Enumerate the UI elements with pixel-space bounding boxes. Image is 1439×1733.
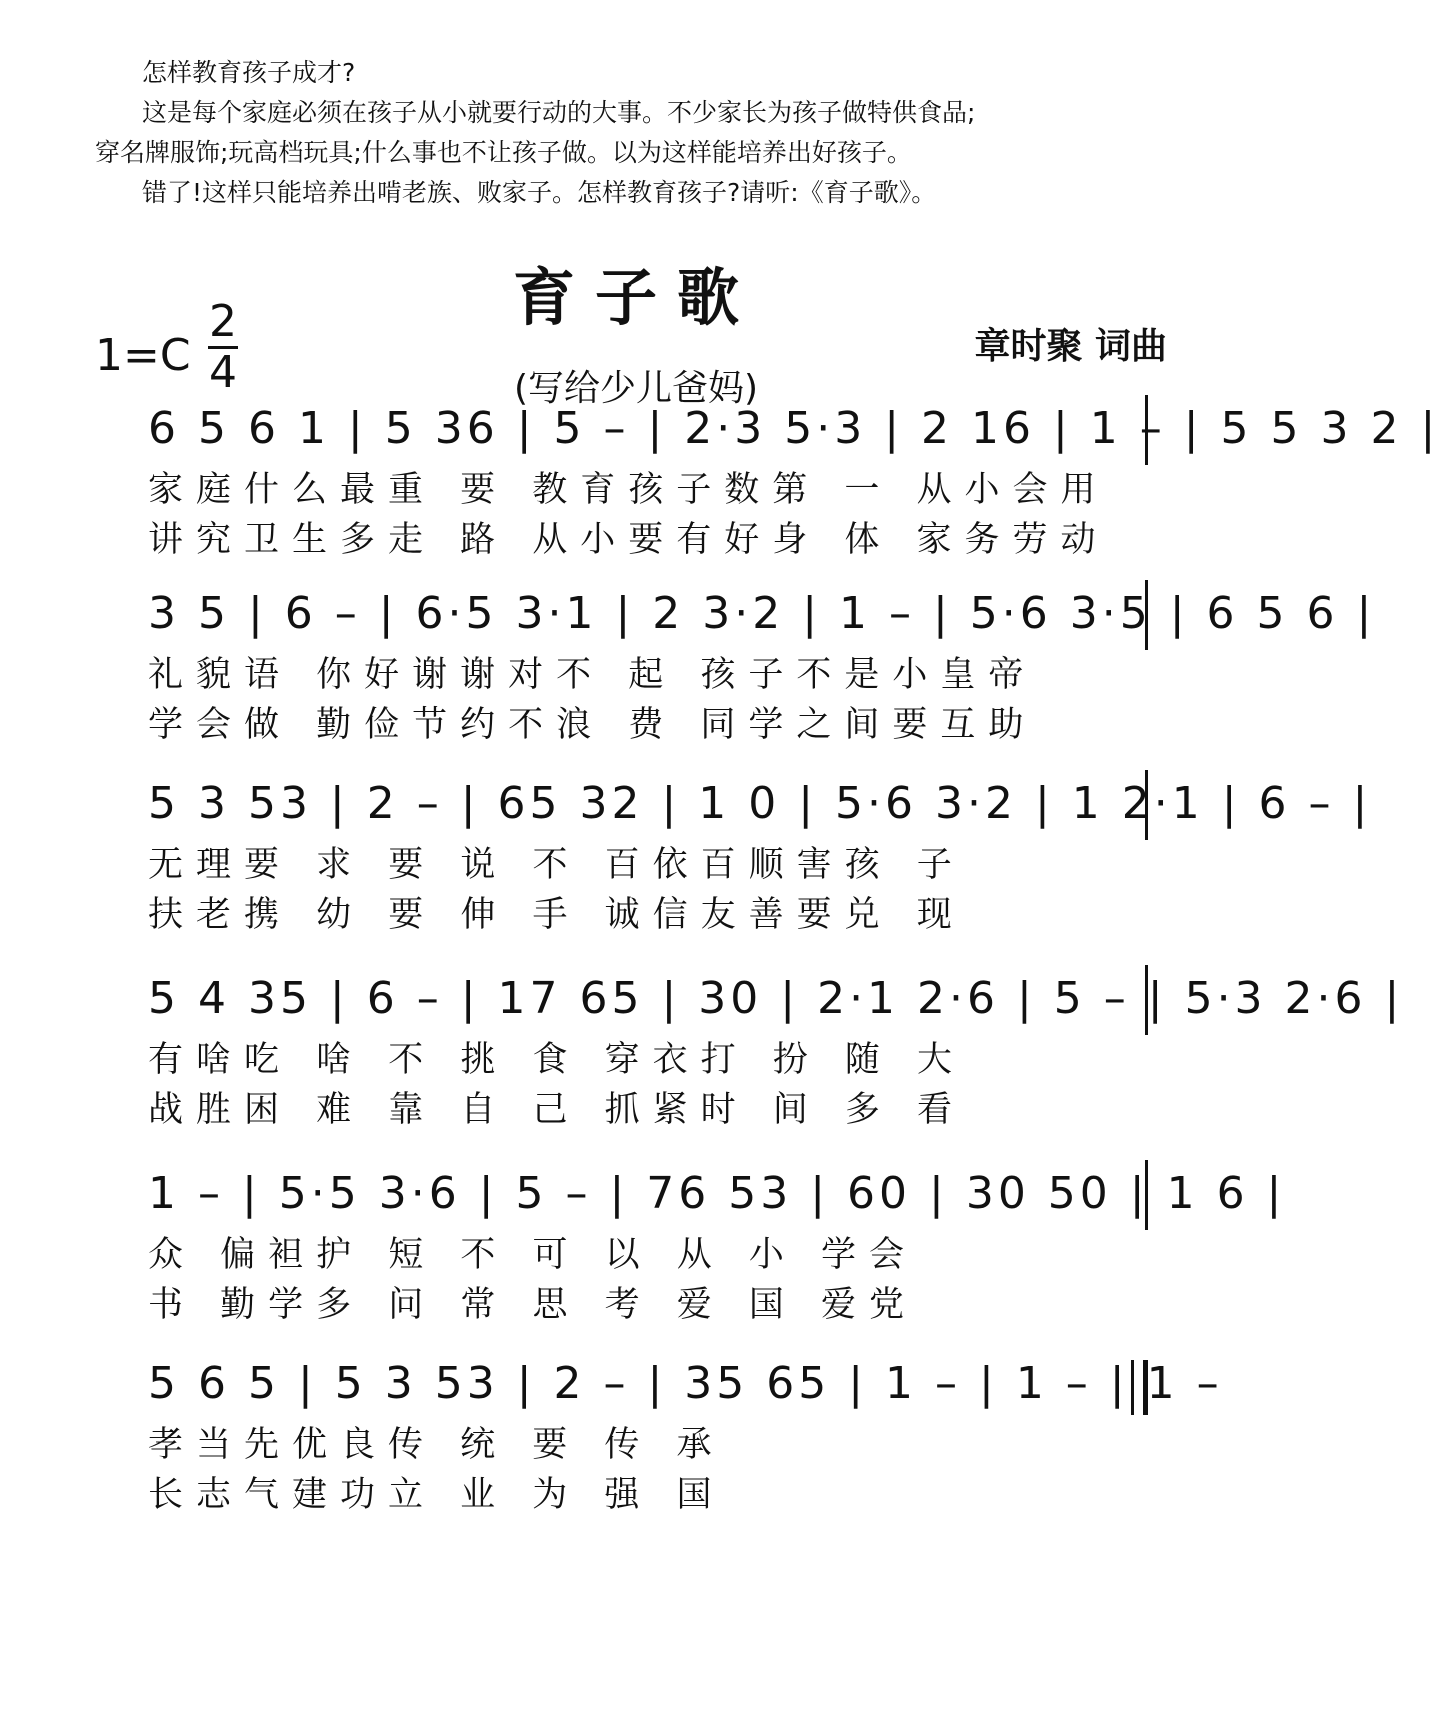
- notation-line: [148, 580, 1376, 650]
- notation-line: [148, 1350, 1223, 1420]
- notation-text: 3 5 | 6 – | 6·5 3·1 | 2 3·2 | 1 – | 5·6 3·5 | 6 5 6 |: [148, 588, 1376, 639]
- intro-line-1: 怎样教育孩子成才?: [142, 58, 356, 87]
- final-barline: [1131, 1360, 1148, 1415]
- key-signature: 1=C: [95, 330, 191, 381]
- lyric-verse-1: 礼貌语 你好谢谢对不 起 孩子不是小皇帝: [148, 655, 1037, 695]
- notation-text: 6 5 6 1 | 5 36 | 5 – | 2·3 5·3 | 2 16 | 1 – | 5 5 3 2 |: [148, 403, 1439, 454]
- intro-line-2: 这是每个家庭必须在孩子从小就要行动的大事。不少家长为孩子做特供食品;: [142, 98, 976, 127]
- score-system-4: [148, 965, 1404, 1135]
- time-signature-top: 2: [209, 296, 237, 347]
- score-system-6: [148, 1350, 1223, 1520]
- song-subtitle: (写给少儿爸妈): [513, 368, 759, 409]
- lyric-verse-1: 无理要 求 要 说 不 百依百顺害孩 子: [148, 845, 965, 885]
- lyric-verse-2: 战胜困 难 靠 自 己 抓紧时 间 多 看: [148, 1090, 966, 1130]
- notation-line: [148, 770, 1372, 840]
- score-system-5: [148, 1160, 1286, 1330]
- score-system-3: [148, 770, 1372, 940]
- notation-text: 5 4 35 | 6 – | 17 65 | 30 | 2·1 2·6 | 5 – | 5·3 2·6 |: [148, 973, 1404, 1024]
- notation-line: [148, 965, 1404, 1035]
- score-system-1: [148, 395, 1439, 565]
- lyric-verse-2: 书 勤学多 问 常 思 考 爱 国 爱党: [148, 1285, 918, 1325]
- score-system-2: [148, 580, 1376, 750]
- intro-line-3: 穿名牌服饰;玩高档玩具;什么事也不让孩子做。以为这样能培养出好孩子。: [95, 138, 912, 167]
- lyric-verse-1: 家庭什么最重 要 教育孩子数第 一 从小会用: [148, 470, 1109, 510]
- song-author: 章时聚 词曲: [974, 326, 1167, 367]
- intro-line-4: 错了!这样只能培养出啃老族、败家子。怎样教育孩子?请听:《育子歌》。: [142, 178, 937, 207]
- lyric-verse-2: 长志气建功立 业 为 强 国: [148, 1475, 725, 1515]
- notation-line: [148, 1160, 1286, 1230]
- time-signature-bottom: 4: [209, 347, 237, 398]
- lyric-verse-1: 众 偏袒护 短 不 可 以 从 小 学会: [148, 1235, 918, 1275]
- song-title: 育子歌: [512, 261, 759, 334]
- lyric-verse-1: 孝当先优良传 统 要 传 承: [148, 1425, 725, 1465]
- notation-text: 5 3 53 | 2 – | 65 32 | 1 0 | 5·6 3·2 | 1 2·1 | 6 – |: [148, 778, 1372, 829]
- lyric-verse-2: 扶老携 幼 要 伸 手 诚信友善要兑 现: [148, 895, 965, 935]
- notation-text: 1 – | 5·5 3·6 | 5 – | 76 53 | 60 | 30 50 | 1 6 |: [148, 1168, 1286, 1219]
- lyric-verse-2: 讲究卫生多走 路 从小要有好身 体 家务劳动: [148, 520, 1109, 560]
- notation-line: [148, 395, 1439, 465]
- lyric-verse-2: 学会做 勤俭节约不浪 费 同学之间要互助: [148, 705, 1037, 745]
- notation-text: 5 6 5 | 5 3 53 | 2 – | 35 65 | 1 – | 1 – | 1 –: [148, 1358, 1223, 1409]
- lyric-verse-1: 有啥吃 啥 不 挑 食 穿衣打 扮 随 大: [148, 1040, 966, 1080]
